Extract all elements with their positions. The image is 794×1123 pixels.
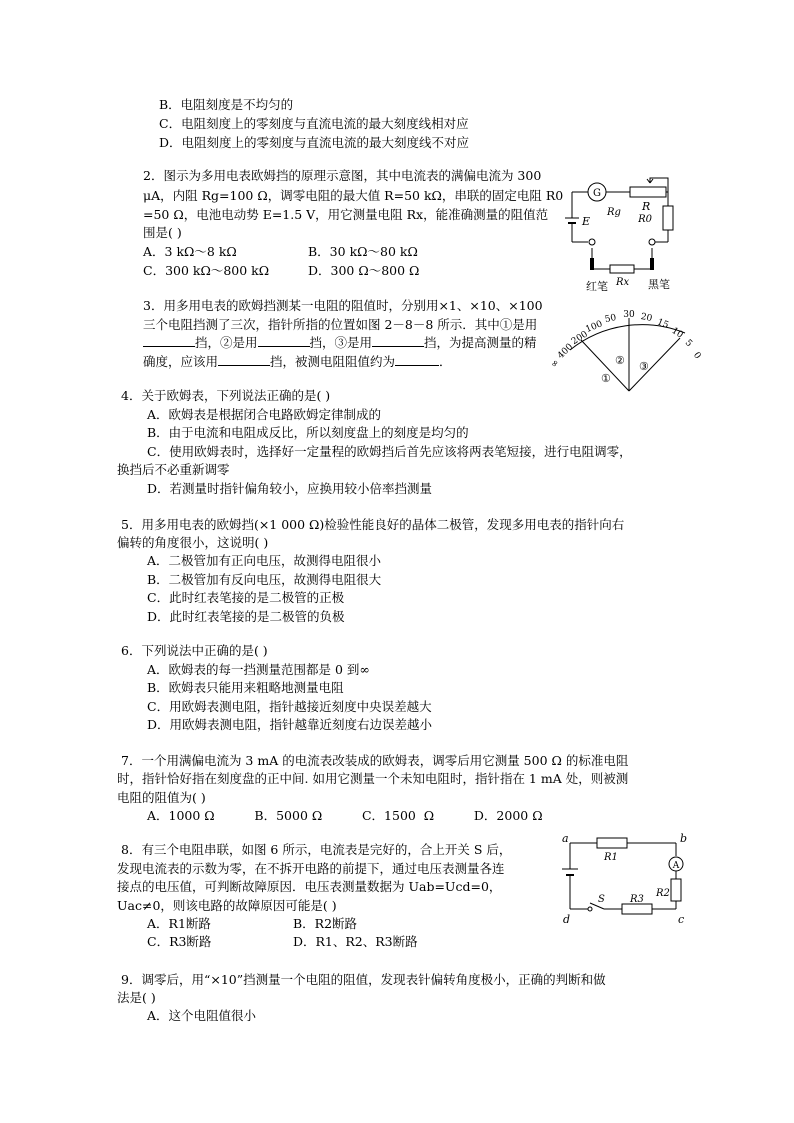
blank-5: [395, 353, 439, 366]
label-switch-s: S: [598, 894, 605, 905]
pointer-3-label: ③: [639, 360, 649, 373]
q5-option-c: C．此时红表笔接的是二极管的正极: [147, 590, 345, 605]
resistor-r2: [671, 879, 681, 901]
q6-option-c: C．用欧姆表测电阻，指针越接近刻度中央误差越大: [147, 699, 432, 714]
label-r3: R3: [630, 894, 644, 905]
node-c-label: c: [678, 913, 685, 926]
q8-stem-line-3: 接点的电压值，可判断故障原因．电压表测量数据为 Uab=Ucd=0，: [117, 879, 502, 894]
q3-text-4b: 挡，被测电阻阻值约为: [270, 354, 396, 369]
blank-3: [372, 334, 424, 347]
q3-text-3b: 挡，③是用: [309, 335, 373, 350]
pointer-1-label: ①: [601, 372, 611, 385]
q4-option-c-line-1: C．使用欧姆表时，选择好一定量程的欧姆挡后首先应该将两表笔短接，进行电阻调零，: [147, 444, 632, 459]
label-ammeter-a: A: [672, 861, 680, 871]
q2-stem-line-2: μA，内阻 Rg=100 Ω，调零电阻的最大值 R=50 kΩ，串联的固定电阻 R0: [143, 188, 564, 203]
q4-option-b: B．由于电流和电阻成反比，所以刻度盘上的刻度是均匀的: [147, 425, 469, 440]
pointer-2-label: ②: [615, 354, 625, 367]
q5-stem-line-2: 偏转的角度很小，这说明( ): [117, 535, 269, 550]
q2-option-a: A．3 kΩ～8 kΩ: [143, 244, 237, 259]
rheostat-r: [630, 187, 666, 197]
q3-text-3c: 挡，为提高测量的精: [424, 335, 537, 350]
node-b-label: b: [680, 832, 688, 845]
q9-stem-line-1: 9．调零后，用“×10”挡测量一个电阻的阻值，发现表针偏转角度极小，正确的判断和做: [121, 972, 606, 987]
scale-label: 5: [682, 337, 694, 350]
scale-label: 50: [604, 313, 618, 326]
resistor-r1: [597, 838, 627, 848]
q1-option-c: C．电阻刻度上的零刻度与直流电流的最大刻度线相对应: [159, 116, 469, 131]
pointer-3-line: [629, 338, 680, 391]
label-r0: R0: [638, 214, 652, 225]
q4-option-c-line-2: 换挡后不必重新调零: [117, 462, 230, 477]
q4-option-a: A．欧姆表是根据闭合电路欧姆定律制成的: [147, 407, 382, 422]
q7-stem-line-3: 电阻的阻值为( ): [117, 790, 206, 805]
q3-ohm-scale-dial-figure: [549, 295, 705, 395]
scale-label: 200: [569, 329, 590, 348]
q3-line-2: 三个电阻挡测了三次，指针所指的位置如图 2－8－8 所示．其中①是用: [143, 317, 538, 332]
q5-option-b: B．二极管加有反向电压，故测得电阻很大: [147, 572, 382, 587]
label-black-probe: 黑笔: [648, 278, 670, 291]
label-r: R: [642, 200, 651, 213]
scale-label: 10: [669, 326, 685, 341]
q7-options: A．1000 Ω B．5000 Ω C．1500 Ω D．2000 Ω: [147, 808, 543, 823]
q3-line-1: 3．用多用电表的欧姆挡测某一电阻的阻值时，分别用×1、×10、×100: [143, 298, 543, 313]
q2-stem-line-1: 2．图示为多用电表欧姆挡的原理示意图，其中电流表的满偏电流为 300: [143, 168, 542, 183]
label-rg: Rg: [607, 207, 621, 218]
q4-stem: 4．关于欧姆表，下列说法正确的是( ): [121, 388, 331, 403]
resistor-r3: [622, 904, 652, 914]
label-r2: R2: [656, 888, 670, 899]
label-rx: Rx: [616, 277, 630, 288]
q8-stem-line-4: Uac≠0，则该电路的故障原因可能是( ): [117, 898, 337, 913]
scale-label: 30: [623, 310, 635, 320]
q3-line-4: [143, 353, 452, 371]
q4-option-d: D．若测量时指针偏角较小，应换用较小倍率挡测量: [147, 481, 433, 496]
label-red-probe: 红笔: [586, 280, 608, 293]
label-r1: R1: [604, 852, 618, 863]
q2-option-c: C．300 kΩ～800 kΩ: [143, 263, 270, 278]
scale-label: 0: [690, 350, 703, 362]
q3-line-3: [143, 334, 537, 352]
q2-option-d: D．300 Ω～800 Ω: [308, 263, 420, 278]
q6-option-d: D．用欧姆表测电阻，指针越靠近刻度右边误差越小: [147, 717, 433, 732]
q6-option-b: B．欧姆表只能用来粗略地测量电阻: [147, 680, 344, 695]
q6-stem: 6．下列说法中正确的是( ): [121, 643, 268, 658]
scale-label: 15: [655, 317, 670, 331]
q6-option-a: A．欧姆表的每一挡测量范围都是 0 到∞: [147, 662, 370, 677]
q1-option-d: D．电阻刻度上的零刻度与直流电流的最大刻度线不对应: [159, 135, 470, 150]
resistor-r0: [663, 206, 673, 230]
q8-series-circuit-figure: [562, 832, 692, 926]
q3-text-4a: 确度，应该用: [143, 354, 219, 369]
q8-stem-line-1: 8．有三个电阻串联，如图 6 所示，电流表是完好的，合上开关 S 后，: [121, 842, 512, 857]
resistor-rx: [610, 265, 634, 273]
q7-stem-line-2: 时，指针恰好指在刻度盘的正中间. 如用它测量一个未知电阻时，指针指在 1 mA 处，则被测: [117, 771, 629, 786]
label-g: G: [593, 188, 601, 199]
q8-stem-line-2: 发现电流表的示数为零，在不拆开电路的前提下，通过电压表测量各连: [117, 861, 505, 876]
q5-option-a: A．二极管加有正向电压，故测得电阻很小: [147, 553, 382, 568]
q8-option-a: A．R1断路: [147, 916, 211, 931]
blank-1: [143, 334, 195, 347]
q7-stem-line-1: 7．一个用满偏电流为 3 mA 的电流表改装成的欧姆表，调零后用它测量 500 Ω 的标准电阻: [121, 753, 629, 768]
q9-option-a: A．这个电阻值很小: [147, 1008, 257, 1023]
blank-4: [218, 353, 270, 366]
scale-label: 100: [584, 319, 605, 336]
q2-stem-line-3: =50 Ω，电池电动势 E=1.5 V，用它测量电阻 Rx，能准确测量的阻值范: [143, 207, 549, 222]
scale-label: ∞: [549, 357, 562, 370]
q9-stem-line-2: 法是( ): [117, 990, 156, 1005]
q8-option-b: B．R2断路: [293, 916, 358, 931]
q3-text-3a: 挡，②是用: [195, 335, 258, 350]
node-d-label: d: [563, 913, 571, 926]
blank-2: [258, 334, 310, 347]
q3-text-4c: ．: [439, 354, 452, 369]
scale-label: 20: [639, 312, 653, 325]
q1-option-b: B．电阻刻度是不均匀的: [159, 97, 294, 112]
label-e: E: [582, 215, 591, 228]
q8-option-d: D．R1、R2、R3断路: [293, 934, 418, 949]
q5-stem-line-1: 5．用多用电表的欧姆挡(×1 000 Ω)检验性能良好的晶体二极管，发现多用电表的指针向右: [121, 517, 625, 532]
q2-ohmmeter-circuit-figure: [560, 170, 690, 293]
q2-option-b: B．30 kΩ～80 kΩ: [308, 244, 418, 259]
node-a-label: a: [562, 832, 569, 845]
q8-option-c: C．R3断路: [147, 934, 212, 949]
q2-stem-line-4: 围是( ): [143, 225, 182, 240]
scale-label: 400: [555, 341, 576, 362]
q5-option-d: D．此时红表笔接的是二极管的负极: [147, 609, 345, 624]
